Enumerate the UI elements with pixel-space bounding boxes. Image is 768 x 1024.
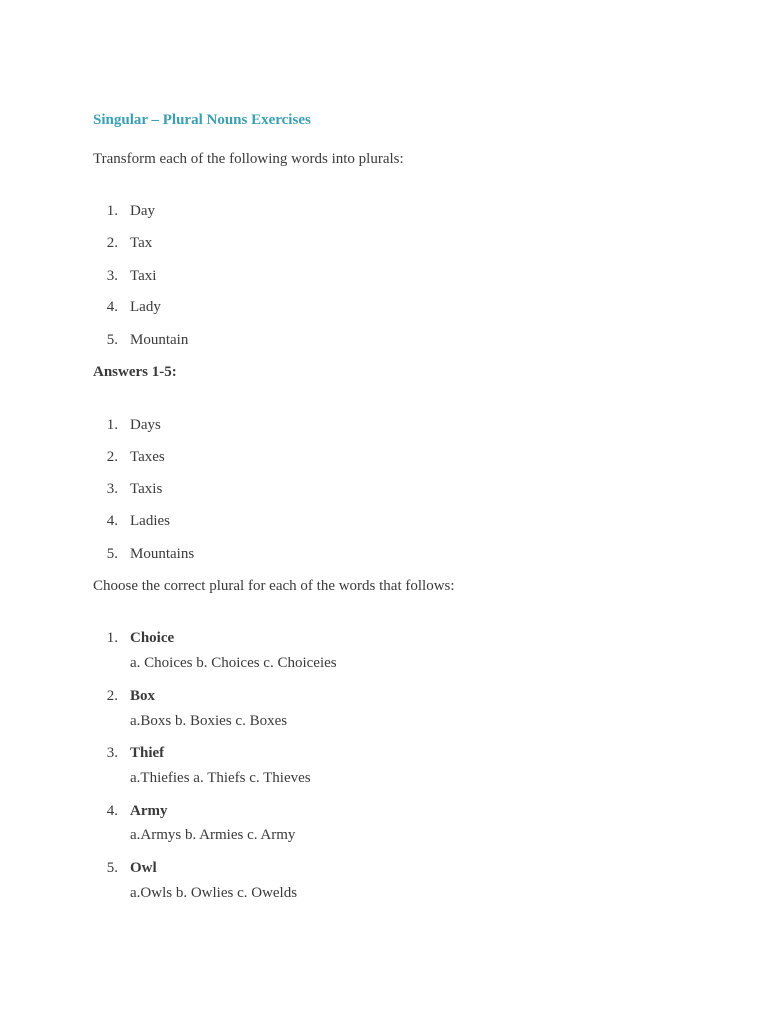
answer-number: 3. xyxy=(106,481,118,497)
list-item-number: 5. xyxy=(106,332,118,348)
page-title: Singular – Plural Nouns Exercises xyxy=(93,112,311,128)
list-item-number: 4. xyxy=(106,299,118,315)
choice-options: a.Thiefies a. Thiefs c. Thieves xyxy=(130,770,311,786)
list-item: Tax xyxy=(130,235,153,251)
choice-number: 3. xyxy=(106,745,118,761)
choice-number: 1. xyxy=(106,630,118,646)
list-item: Lady xyxy=(130,299,161,315)
answers-heading: Answers 1-5: xyxy=(93,364,177,380)
choice-number: 4. xyxy=(106,803,118,819)
choice-word: Thief xyxy=(130,745,165,761)
choice-number: 5. xyxy=(106,860,118,876)
choice-number: 2. xyxy=(106,688,118,704)
answer-item: Mountains xyxy=(130,546,195,562)
instruction-transform: Transform each of the following words into plurals: xyxy=(93,151,404,167)
instruction-choose: Choose the correct plural for each of the words that follows: xyxy=(93,578,455,594)
choice-word: Choice xyxy=(130,630,175,646)
list-item: Day xyxy=(130,203,155,219)
list-item: Taxi xyxy=(130,268,157,284)
answer-item: Days xyxy=(130,417,161,433)
answer-number: 5. xyxy=(106,546,118,562)
answer-number: 4. xyxy=(106,513,118,529)
choice-word: Army xyxy=(130,803,168,819)
list-item-number: 2. xyxy=(106,235,118,251)
answer-item: Ladies xyxy=(130,513,170,529)
answer-item: Taxes xyxy=(130,449,165,465)
answer-item: Taxis xyxy=(130,481,163,497)
choice-options: a.Armys b. Armies c. Army xyxy=(130,827,296,843)
choice-options: a. Choices b. Choices c. Choiceies xyxy=(130,655,337,671)
answer-number: 2. xyxy=(106,449,118,465)
choice-options: a.Boxs b. Boxies c. Boxes xyxy=(130,713,288,729)
choice-word: Box xyxy=(130,688,156,704)
choice-options: a.Owls b. Owlies c. Owelds xyxy=(130,885,298,901)
list-item-number: 3. xyxy=(106,268,118,284)
list-item-number: 1. xyxy=(106,203,118,219)
answer-number: 1. xyxy=(106,417,118,433)
list-item: Mountain xyxy=(130,332,189,348)
choice-word: Owl xyxy=(130,860,157,876)
